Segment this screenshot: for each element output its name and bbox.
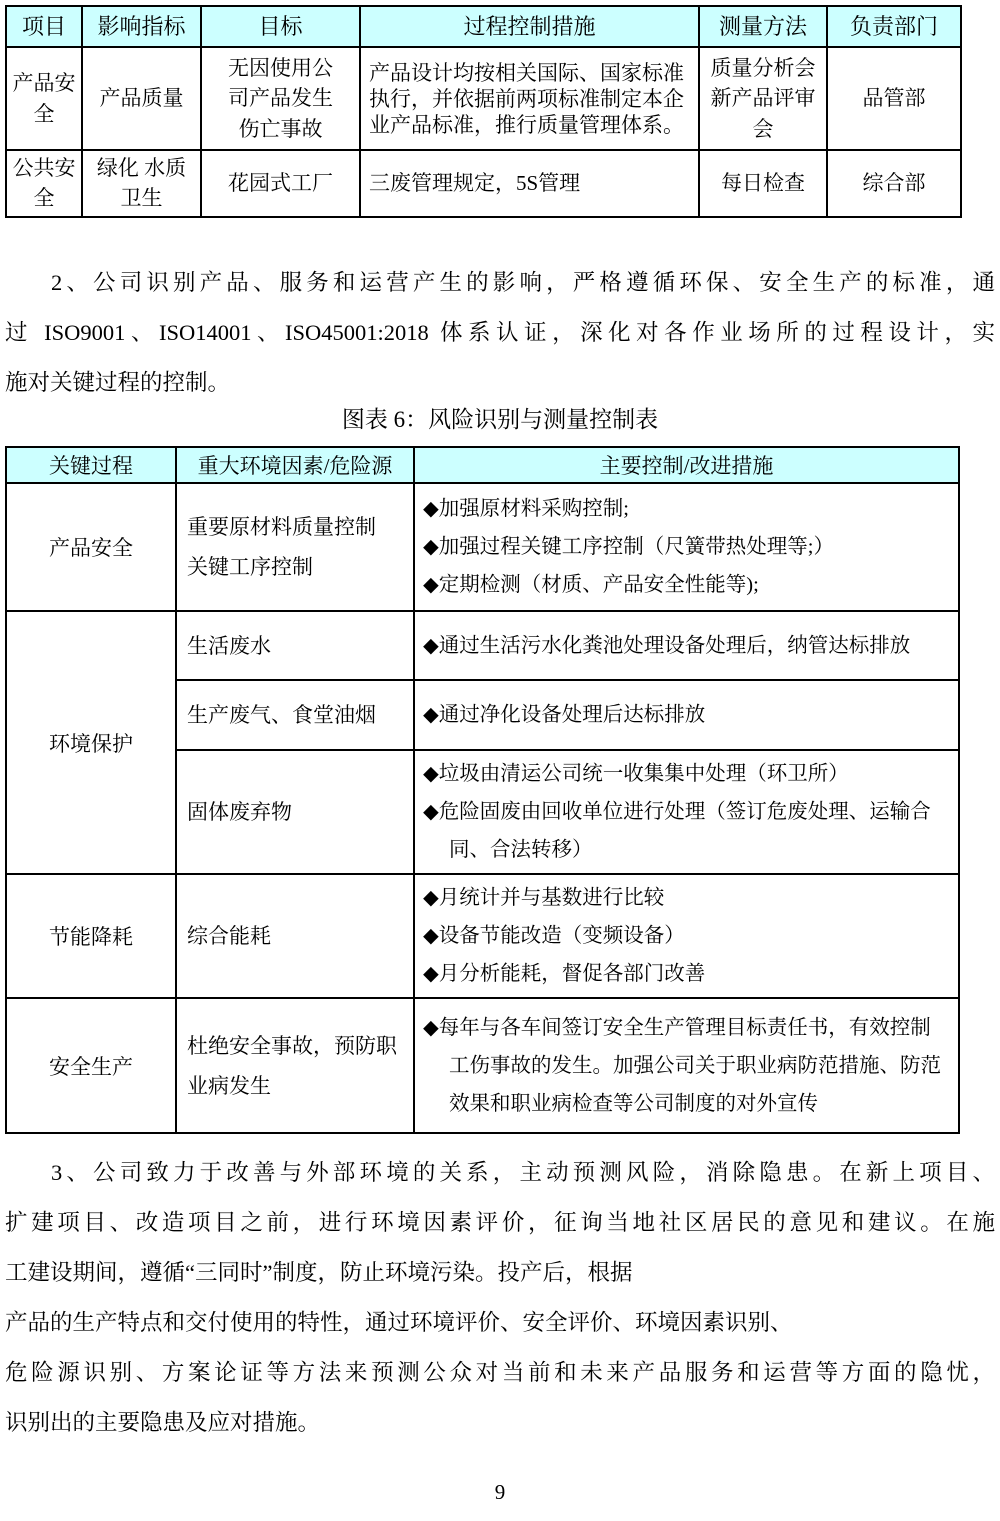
project-cell: 产品安全: [6, 47, 82, 150]
column-header: 测量方法: [699, 6, 827, 47]
column-header: 主要控制/改进措施: [414, 447, 959, 483]
control-item: ◆每年与各车间签订安全生产管理目标责任书，有效控制工伤事故的发生。加强公司关于职业病防范措施、防范效果和职业病检查等公司制度的对外宣传: [423, 1016, 941, 1115]
paragraph-line: 识别出的主要隐患及应对措施。: [5, 1410, 321, 1435]
controls-cell: [414, 680, 959, 750]
paragraph-3: [5, 1148, 995, 1448]
column-header: 关键过程: [6, 447, 176, 483]
indicator-cell: 产品质量: [82, 47, 201, 150]
method-cell: 每日检查: [699, 150, 827, 217]
paragraph-2: [5, 258, 995, 408]
control-item: ◆设备节能改造（变频设备）: [423, 925, 685, 947]
paragraph-line: 过 ISO9001、ISO14001、ISO45001:2018 体系认证，深化对各作业场所的过程设计，实: [5, 320, 995, 345]
department-cell: 品管部: [827, 47, 961, 150]
table-row-product-safety: [6, 483, 959, 611]
controls-cell: [414, 483, 959, 611]
control-item: ◆危险固废由回收单位进行处理（签订危废处理、运输合同、合法转移）: [423, 801, 931, 861]
process-cell: 环境保护: [6, 611, 176, 874]
factor-line: 关键工序控制: [187, 555, 313, 579]
table-row-environment-1: [6, 611, 959, 680]
controls-cell: [414, 874, 959, 998]
column-header: 重大环境因素/危险源: [176, 447, 414, 483]
factor-cell: 杜绝安全事故，预防职业病发生: [176, 998, 414, 1133]
control-item: ◆定期检测（材质、产品安全性能等);: [423, 574, 759, 596]
table-row: [6, 47, 961, 150]
figure-title: 图表 6：风险识别与测量控制表: [341, 407, 659, 432]
goal-cell: 花园式工厂: [201, 150, 360, 217]
control-item: ◆通过生活污水化粪池处理设备处理后，纳管达标排放: [423, 634, 911, 657]
process-cell: 节能降耗: [6, 874, 176, 998]
process-cell: 产品安全: [6, 483, 176, 611]
goal-cell: 无因使用公司产品发生伤亡事故: [201, 47, 360, 150]
table-row-energy: [6, 874, 959, 998]
page-number: 9: [494, 1480, 506, 1504]
paragraph-line: 2、公司识别产品、服务和运营产生的影响，严格遵循环保、安全生产的标准，通: [51, 270, 995, 295]
measures-cell: 三废管理规定，5S管理: [360, 150, 699, 217]
factor-cell: 生活废水: [176, 611, 414, 680]
project-cell: 公共安全: [6, 150, 82, 217]
paragraph-line: 3、公司致力于改善与外部环境的关系，主动预测风险，消除隐患。在新上项目、: [51, 1160, 995, 1185]
table-header-row: [6, 447, 959, 483]
control-item: ◆月统计并与基数进行比较: [423, 887, 665, 909]
control-item: ◆加强过程关键工序控制（尺簧带热处理等;）: [423, 536, 834, 558]
paragraph-line: 扩建项目、改造项目之前，进行环境因素评价，征询当地社区居民的意见和建议。在施: [5, 1210, 995, 1235]
table-row: [6, 150, 961, 217]
controls-cell: [414, 611, 959, 680]
column-header: 负责部门: [827, 6, 961, 47]
table-row-safety: [6, 998, 959, 1133]
risk-control-table: [5, 446, 960, 1134]
measures-cell: 产品设计均按相关国际、国家标准执行，并依据前两项标准制定本企业产品标准，推行质量管理体系。: [360, 47, 699, 150]
paragraph-line: 危险源识别、方案论证等方法来预测公众对当前和未来产品服务和运营等方面的隐忧，: [5, 1360, 995, 1385]
controls-cell: [414, 998, 959, 1133]
factor-cell: 综合能耗: [176, 874, 414, 998]
factor-cell: 生产废气、食堂油烟: [176, 680, 414, 750]
control-item: ◆通过净化设备处理后达标排放: [423, 704, 706, 726]
control-item: ◆加强原材料采购控制;: [423, 498, 629, 520]
process-control-table: [5, 5, 962, 218]
indicator-cell: 绿化 水质 卫生: [82, 150, 201, 217]
column-header: 过程控制措施: [360, 6, 699, 47]
factor-cell: 固体废弃物: [176, 750, 414, 874]
factor-cell: [176, 483, 414, 611]
table-header-row: [6, 6, 961, 47]
process-cell: 安全生产: [6, 998, 176, 1133]
factor-line: 重要原材料质量控制: [187, 515, 376, 539]
paragraph-line: 施对关键过程的控制。: [5, 370, 231, 395]
column-header: 项目: [6, 6, 82, 47]
controls-cell: [414, 750, 959, 874]
column-header: 目标: [201, 6, 360, 47]
department-cell: 综合部: [827, 150, 961, 217]
paragraph-line: 工建设期间，遵循“三同时”制度，防止环境污染。投产后，根据: [5, 1260, 633, 1285]
control-item: ◆垃圾由清运公司统一收集集中处理（环卫所）: [423, 763, 849, 785]
column-header: 影响指标: [82, 6, 201, 47]
paragraph-line: 产品的生产特点和交付使用的特性，通过环境评价、安全评价、环境因素识别、: [5, 1310, 793, 1335]
method-cell: 质量分析会新产品评审会: [699, 47, 827, 150]
control-item: ◆月分析能耗，督促各部门改善: [423, 963, 706, 985]
